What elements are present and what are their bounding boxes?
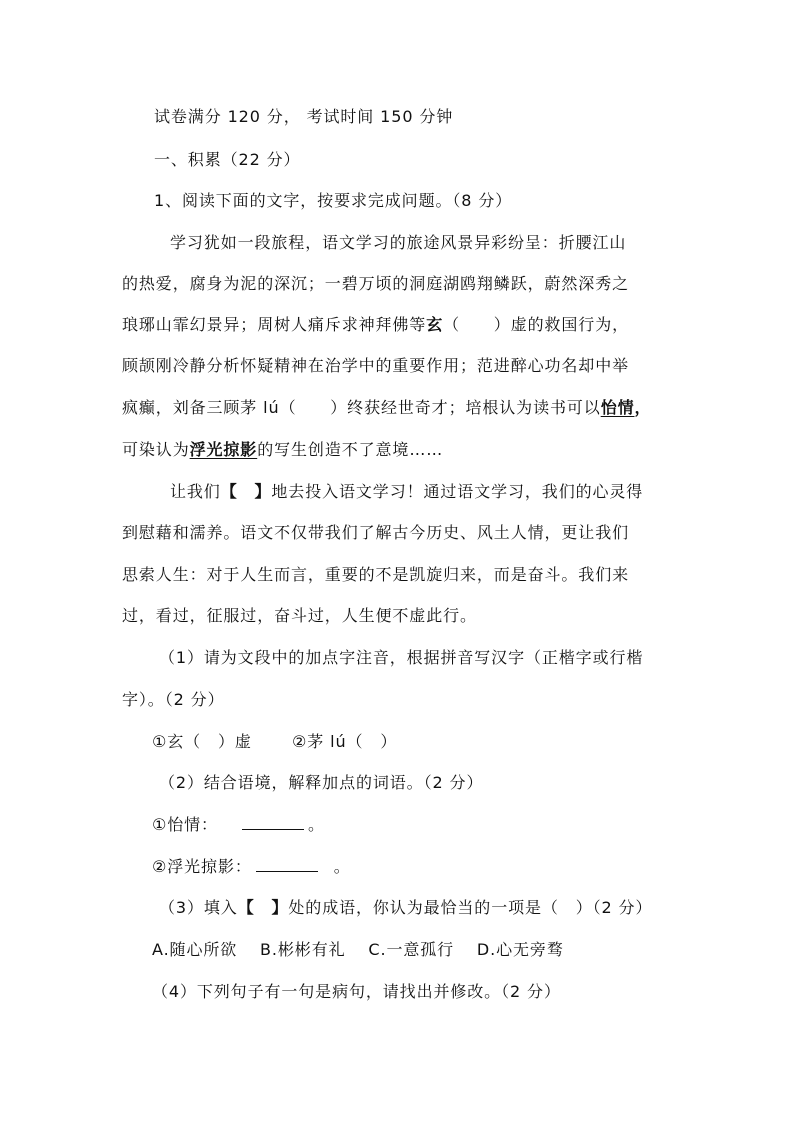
- subquestion-3-options: A.随心所欲 B.彬彬有礼 C.一意孤行 D.心无旁骛: [152, 940, 564, 959]
- subquestion-4-title: （4）下列句子有一句是病句，请找出并修改。（2 分）: [152, 982, 561, 1001]
- passage-line: [122, 439, 443, 461]
- dotted-word: 浮光掠影: [189, 440, 258, 459]
- passage-line: 思索人生：对于人生而言，重要的不是凯旋归来，而是奋斗。我们来: [122, 565, 630, 584]
- passage-text: ，: [634, 398, 652, 417]
- exam-info: 试卷满分 120 分， 考试时间 150 分钟: [154, 107, 454, 126]
- passage-line: 学习犹如一段旅程，语文学习的旅途风景异彩纷呈：折腰江山: [170, 233, 627, 252]
- passage-text: 可染认为: [122, 440, 190, 459]
- passage-text: 琅琊山霏幻景异；周树人痛斥求神拜佛等: [122, 315, 427, 334]
- passage-line: 过，看过，征服过，奋斗过，人生便不虚此行。: [122, 606, 477, 625]
- dotted-word: 怡情: [600, 398, 635, 417]
- fill-bracket: 【 】: [237, 898, 289, 917]
- title-text: （3）填入: [159, 898, 238, 917]
- subquestion-1-item-a: ①玄（ ）虚: [152, 732, 252, 751]
- passage-text: 地去投入语文学习！通过语文学习，我们的心灵得: [271, 482, 644, 501]
- item-label: ①怡情：: [152, 815, 218, 834]
- section-heading: 一、积累（22 分）: [154, 150, 301, 169]
- item-end: 。: [333, 857, 351, 876]
- passage-text: 的写生创造不了意境……: [257, 440, 444, 459]
- subquestion-2-title: （2）结合语境，解释加点的词语。（2 分）: [159, 773, 484, 792]
- passage-line: [122, 397, 651, 419]
- dotted-char: 玄: [426, 315, 444, 334]
- passage-line: [122, 314, 629, 336]
- answer-blank[interactable]: [242, 815, 304, 830]
- subquestion-3-title: [159, 897, 652, 919]
- passage-line: 顾颉刚冷静分析怀疑精神在治学中的重要作用；范进醉心功名却中举: [122, 356, 630, 375]
- subquestion-1-item-b: ②茅 lú（ ）: [292, 732, 398, 751]
- title-text: 处的成语，你认为最恰当的一项是（ ）（2 分）: [288, 898, 653, 917]
- subquestion-2-item-b: [152, 856, 351, 878]
- passage-line: 的热爱，腐身为泥的深沉；一碧万顷的洞庭湖鸥翔鳞跃，蔚然深秀之: [122, 274, 630, 293]
- fill-bracket: 【 】: [220, 482, 272, 501]
- passage-text: （ ）虚的救国行为，: [443, 315, 630, 334]
- passage-line: 到慰藉和濡养。语文不仅带我们了解古今历史、风土人情，更让我们: [122, 523, 630, 542]
- passage-text: 疯癫，刘备三顾茅 lú（ ）终获经世奇才；培根认为读书可以: [122, 398, 601, 417]
- subquestion-1-title: （1）请为文段中的加点字注音，根据拼音写汉字（正楷字或行楷: [159, 648, 644, 667]
- answer-blank[interactable]: [256, 857, 318, 872]
- question-1-title: 1、阅读下面的文字，按要求完成问题。（8 分）: [154, 191, 513, 210]
- subquestion-2-item-a: [152, 814, 325, 836]
- item-label: ②浮光掠影：: [152, 857, 252, 876]
- subquestion-1-title-cont: 字）。（2 分）: [122, 690, 225, 709]
- passage-text: 让我们: [170, 482, 221, 501]
- passage-line: [170, 481, 643, 503]
- item-end: 。: [307, 815, 325, 834]
